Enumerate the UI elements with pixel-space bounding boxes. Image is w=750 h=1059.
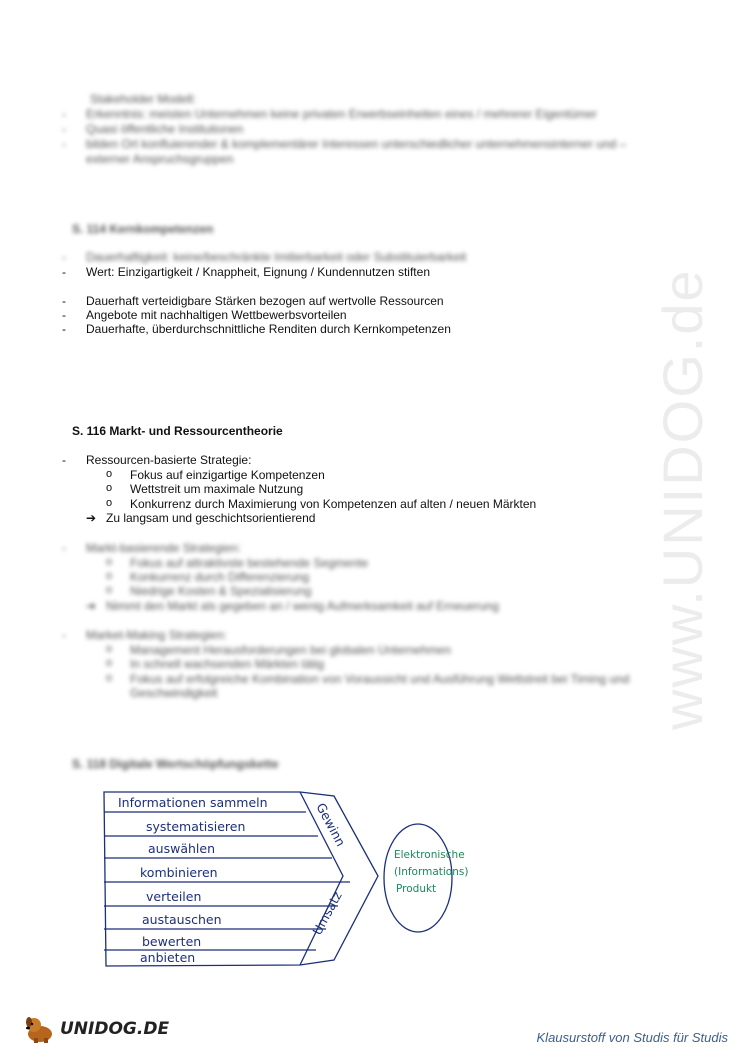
product-label: (Informations)	[394, 866, 469, 878]
bullet-arrow: ➔	[86, 599, 97, 613]
stakeholder-item: Quasi öffentliche Institutionen	[86, 122, 244, 136]
product-ellipse	[384, 824, 452, 932]
stakeholder-item: bilden Ort konfluierender & komplementärer Interessen unterschiedlicher unternehmensinterner und –	[86, 137, 627, 151]
markt-basiert-sub: Konkurrenz durch Differenzierung	[130, 570, 310, 584]
kern-item: Angebote mit nachhaltigen Wettbewerbsvorteilen	[86, 308, 347, 322]
bullet-arrow: ➔	[86, 511, 97, 525]
market-making-sub: In schnell wachsenden Märkten tätig	[130, 657, 325, 671]
market-making-sub: Geschwindigkeit	[130, 686, 218, 700]
bullet-circle: o	[106, 672, 113, 684]
bullet-dash: -	[62, 265, 66, 279]
footer-slogan: Klausurstoff von Studis für Studis	[536, 1030, 728, 1045]
step-label: auswählen	[148, 841, 215, 856]
kern-item: Dauerhaft verteidigbare Stärken bezogen auf wertvolle Ressourcen	[86, 294, 444, 308]
arrow-top-label: Gewinn	[313, 800, 349, 849]
markt-basiert-sub: Fokus auf attraktivste bestehende Segmente	[130, 556, 369, 570]
kern-item: Dauerhafte, überdurchschnittliche Renditen durch Kernkompetenzen	[86, 322, 451, 336]
watermark: www.UNIDOG.de	[651, 268, 714, 730]
step-label: Informationen sammeln	[118, 795, 268, 810]
markt-heading: S. 116 Markt- und Ressourcentheorie	[72, 424, 283, 438]
step-label: verteilen	[146, 889, 202, 904]
bullet-dash: -	[62, 137, 66, 151]
markt-basiert-sub: Niedrige Kosten & Spezialisierung	[130, 584, 312, 598]
bullet-dash: -	[62, 541, 66, 555]
ressourcen-sub: Konkurrenz durch Maximierung von Kompetenzen auf alten / neuen Märkten	[130, 497, 537, 511]
bullet-circle: o	[106, 643, 113, 655]
digital-heading: S. 118 Digitale Wertschöpfungskette	[72, 757, 279, 771]
market-making-sub: Management Herausforderungen bei globalen Unternehmen	[130, 643, 451, 657]
bullet-dash: -	[62, 308, 66, 322]
kern-item: Dauerhaftigkeit: keine/beschränkte Imitierbarkeit oder Substituierbarkeit	[86, 250, 467, 264]
arrow-bottom-label: Umsatz	[309, 888, 345, 938]
bullet-dash: -	[62, 122, 66, 136]
stakeholder-item: externer Anspruchsgruppen	[86, 152, 234, 166]
bullet-circle: o	[106, 584, 113, 596]
stakeholder-title: Stakeholder Modell:	[90, 92, 197, 106]
stakeholder-item: Erkenntnis: meisten Unternehmen keine privaten Erwerbseinheiten eines / mehrerer Eigentümer	[86, 107, 597, 121]
product-label: Produkt	[396, 883, 437, 895]
footer-brand: UNIDOG.DE	[60, 1019, 170, 1039]
bullet-dash: -	[62, 453, 66, 467]
dog-icon	[24, 1014, 58, 1044]
bullet-circle: o	[106, 657, 113, 669]
ressourcen-sub: Wettstreit um maximale Nutzung	[130, 482, 304, 496]
bullet-circle: o	[106, 556, 113, 568]
markt-basiert-label: Markt-basierende Strategien:	[86, 541, 241, 555]
step-label: kombinieren	[140, 865, 218, 880]
step-label: bewerten	[142, 934, 202, 949]
bullet-dash: -	[62, 294, 66, 308]
ressourcen-sub: Fokus auf einzigartige Kompetenzen	[130, 468, 325, 482]
market-making-sub: Fokus auf erfolgreiche Kombination von Voraussicht und Ausführung Wettstreit bei Timing und	[130, 672, 630, 686]
bullet-dash: -	[62, 322, 66, 336]
market-making-label: Market-Making Strategien:	[86, 628, 227, 642]
bullet-circle: o	[106, 482, 113, 494]
bullet-dash: -	[62, 250, 66, 264]
bullet-dash: -	[62, 628, 66, 642]
kern-item: Wert: Einzigartigkeit / Knappheit, Eignung / Kundennutzen stiften	[86, 265, 430, 279]
footer-logo	[24, 1014, 169, 1044]
ressourcen-label: Ressourcen-basierte Strategie:	[86, 453, 252, 467]
bullet-circle: o	[106, 468, 113, 480]
step-label: austauschen	[142, 912, 222, 927]
kern-heading: S. 114 Kernkompetenzen	[72, 222, 214, 236]
product-label: Elektronische	[394, 849, 465, 861]
ressourcen-conclusion: Zu langsam und geschichtsorientierend	[106, 511, 316, 525]
bullet-circle: o	[106, 570, 113, 582]
step-label: anbieten	[140, 950, 196, 965]
step-label: systematisieren	[146, 819, 246, 834]
bullet-dash: -	[62, 107, 66, 121]
bullet-circle: o	[106, 497, 113, 509]
markt-basiert-conclusion: Nimmt den Markt als gegeben an / wenig Aufmerksamkeit auf Erneuerung	[106, 599, 499, 613]
